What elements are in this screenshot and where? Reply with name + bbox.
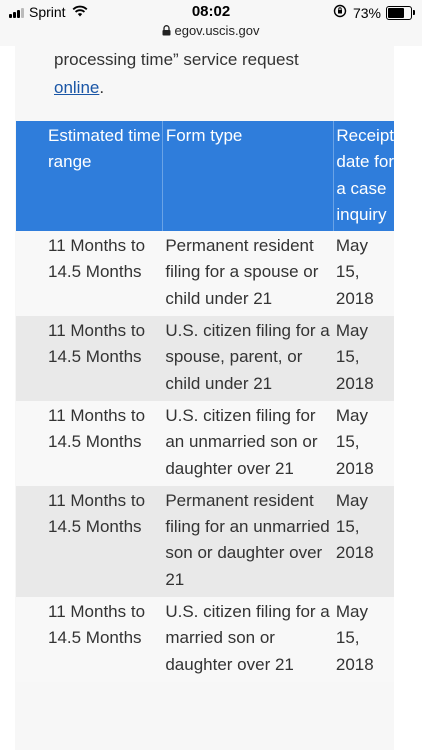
battery-icon — [386, 6, 412, 20]
rotation-lock-icon — [333, 4, 347, 21]
carrier-name: Sprint — [29, 4, 66, 20]
cell-receipt-date: May 15, 2018 — [334, 597, 394, 682]
table-row — [16, 401, 394, 486]
cell-receipt-date: May 15, 2018 — [334, 231, 394, 316]
table-row — [16, 316, 394, 401]
cell-form-type: U.S. citizen filing for a spouse, parent, or child under 21 — [162, 316, 334, 401]
cell-receipt-date: May 15, 2018 — [334, 316, 394, 401]
table-header-row — [16, 121, 394, 231]
column-header-form-type: Form type — [162, 121, 334, 231]
intro-period: . — [99, 78, 105, 97]
cell-time-range: 11 Months to 14.5 Months — [16, 231, 162, 316]
status-right — [333, 4, 412, 21]
table-row — [16, 231, 394, 316]
address-bar[interactable] — [0, 23, 422, 39]
cell-form-type: U.S. citizen filing for an unmarried son or daughter over 21 — [162, 401, 334, 486]
battery-percent: 73% — [352, 4, 381, 21]
cell-form-type: U.S. citizen filing for a married son or daughter over 21 — [162, 597, 334, 682]
cell-time-range: 11 Months to 14.5 Months — [16, 486, 162, 597]
cell-time-range: 11 Months to 14.5 Months — [16, 401, 162, 486]
processing-times-table — [16, 121, 394, 682]
cell-time-range: 11 Months to 14.5 Months — [16, 597, 162, 682]
column-header-time-range: Estimated time range — [16, 121, 162, 231]
cell-form-type: Permanent resident filing for a spouse or child under 21 — [162, 231, 334, 316]
cell-form-type: Permanent resident filing for an unmarried son or daughter over 21 — [162, 486, 334, 597]
battery-fill — [388, 8, 404, 18]
table-row — [16, 597, 394, 682]
lock-icon — [162, 24, 171, 39]
table-row — [16, 486, 394, 597]
page-content — [15, 46, 394, 750]
url-text: egov.uscis.gov — [174, 23, 260, 38]
status-bar — [0, 0, 422, 46]
column-header-receipt-date: Receipt date for a case inquiry — [334, 121, 394, 231]
cell-receipt-date: May 15, 2018 — [334, 401, 394, 486]
intro-paragraph — [15, 46, 394, 102]
cell-receipt-date: May 15, 2018 — [334, 486, 394, 597]
intro-text: processing time” service request — [54, 50, 299, 69]
cell-time-range: 11 Months to 14.5 Months — [16, 316, 162, 401]
clock: 08:02 — [191, 3, 231, 20]
online-link[interactable]: online — [54, 78, 100, 97]
